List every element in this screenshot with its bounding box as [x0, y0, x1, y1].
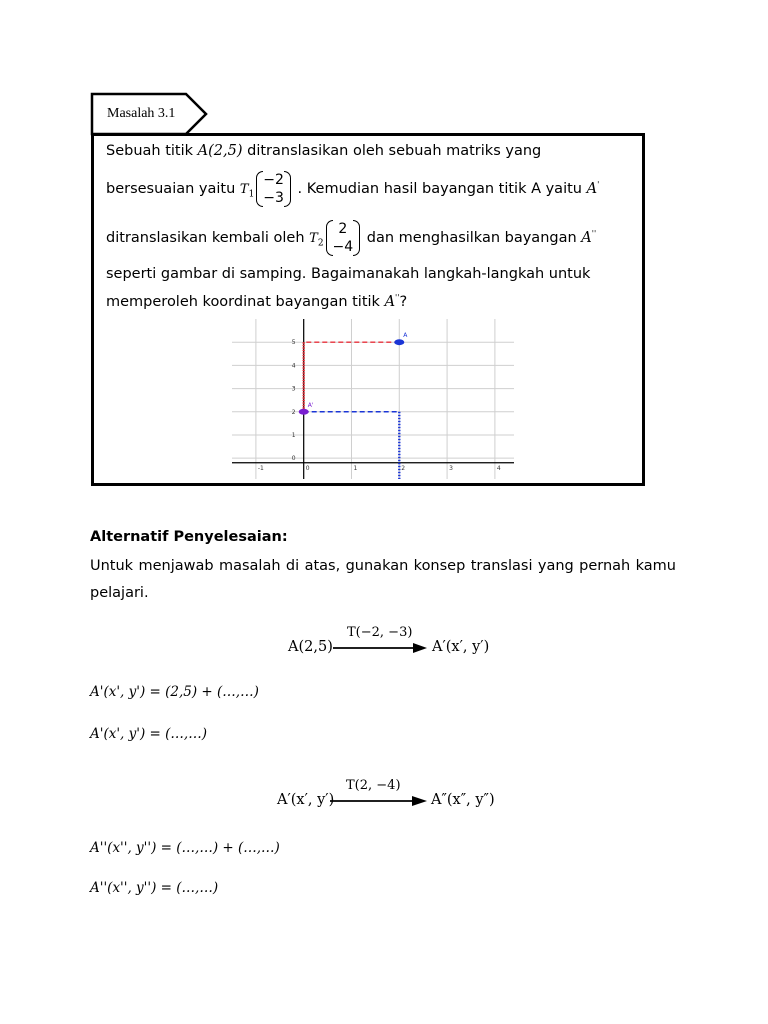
arrow1-lhs: A(2,5) [288, 639, 333, 655]
problem-line-3: ditranslasikan kembali oleh $T_2$ 2 −4 dan menghasilkan bayangan A'' [106, 221, 597, 255]
coordinate-graph [232, 319, 514, 479]
problem-line-4: seperti gambar di samping. Bagaimanakah langkah-langkah untuk [106, 266, 591, 282]
matrix-t1: −2 −3 [256, 171, 291, 207]
problem-line-2: bersesuaian yaitu $T_1$ −2 −3 . Kemudian hasil bayangan titik A yaitu A' [106, 172, 600, 206]
equation-2: A'(x', y') = (…,…) [90, 726, 207, 742]
arrow2-label: T(2, −4) [346, 778, 401, 793]
arrow1-label: T(−2, −3) [347, 625, 413, 640]
matrix-t2: 2 −4 [326, 220, 361, 256]
translation-t2: $T_2$ [309, 231, 324, 249]
y-tick-label: 3 [291, 385, 296, 393]
point-marker [394, 339, 404, 345]
x-tick-label: -1 [257, 464, 264, 472]
arrow2-rhs: A″(x″, y″) [431, 792, 495, 808]
image-a-prime: A' [586, 180, 600, 197]
tag-label: Masalah 3.1 [107, 106, 176, 121]
arrow1-arrow [333, 640, 429, 656]
x-tick-label: 4 [496, 464, 501, 472]
problem-line-1: Sebuah titik A(2,5) ditranslasikan oleh sebuah matriks yang [106, 143, 542, 159]
solution-heading: Alternatif Penyelesaian: [90, 529, 288, 545]
arrow2-arrow [330, 793, 430, 809]
image-a-double-prime: A'' [581, 229, 597, 246]
equation-1: A'(x', y') = (2,5) + (…,…) [90, 684, 259, 700]
point-marker [299, 409, 309, 415]
x-tick-label: 1 [353, 464, 358, 472]
problem-box [91, 133, 645, 486]
point-a: A(2,5) [197, 143, 243, 159]
x-tick-label: 0 [305, 464, 310, 472]
y-tick-label: 2 [291, 408, 296, 416]
equation-4: A''(x'', y'') = (…,…) [90, 880, 219, 896]
arrow2-lhs: A′(x′, y′) [277, 792, 335, 808]
point-label: A' [307, 401, 314, 409]
solution-paragraph: Untuk menjawab masalah di atas, gunakan konsep translasi yang pernah kamu pelajari. [90, 558, 676, 601]
translation-arrow-2 [275, 775, 505, 815]
problem-line-5: memperoleh koordinat bayangan titik A''? [106, 293, 408, 310]
equation-3: A''(x'', y'') = (…,…) + (…,…) [90, 840, 280, 856]
translation-arrow-1 [285, 622, 495, 662]
y-tick-label: 1 [291, 431, 296, 439]
problem-tag [90, 92, 210, 136]
x-tick-label: 2 [401, 464, 406, 472]
arrow1-rhs: A′(x′, y′) [432, 639, 490, 655]
y-tick-label: 4 [291, 362, 296, 370]
x-tick-label: 3 [449, 464, 453, 472]
point-label: A [403, 332, 408, 340]
translation-t1: $T_1$ [239, 182, 255, 200]
y-tick-label: 5 [291, 339, 296, 347]
y-tick-label: 0 [291, 455, 296, 463]
image-a-double-prime: A'' [384, 293, 400, 310]
